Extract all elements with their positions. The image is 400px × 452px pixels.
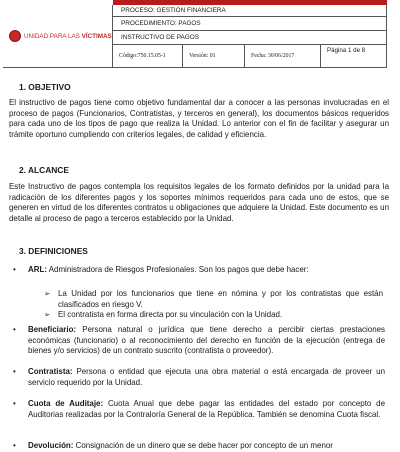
bullet-icon: •: [13, 399, 16, 408]
section-title-definiciones: 3. DEFINICIONES: [19, 246, 88, 256]
bullet-icon: •: [13, 367, 16, 376]
objetivo-paragraph: El instructivo de pagos tiene como objetivo fundamental dar a conocer a las personas involucradas en el proceso de pagos (Funcionarios, Contratistas, y terceros en general), los documentos básicos requeridos para cada uno de los tipos de pago que realiza la Unidad. Lo anterior con el fin de facilitar y asegurar un trámite oportuno cumpliendo con criterios legales, de calidad y eficiencia.: [9, 98, 389, 139]
bullet-icon: •: [13, 265, 16, 274]
header-pagina: Página 1 de 8: [327, 47, 366, 54]
header-meta-row: [113, 45, 387, 68]
definition-contratista: • Contratista: Persona o entidad que ejecuta una obra material o está encargada de proveer un servicio requerido por la Unidad.: [13, 367, 385, 387]
header-codigo: Código:750.15.05-1: [113, 45, 183, 67]
section-title-objetivo: 1. OBJETIVO: [19, 82, 71, 92]
definition-arl: • ARL: Administradora de Riesgos Profesionales. Son los pagos que debe hacer:: [13, 265, 309, 274]
header-version: Versión: 01: [183, 45, 245, 67]
definition-beneficiario: • Beneficiario: Persona natural o jurídica que tiene derecho a percibir ciertas prestaciones económicas (funcionario) o al reconocimiento del derecho en función de la ejecución (entrega de bienes y/o servicios) de un contrato suscrito (contratista o proveedor).: [13, 325, 385, 356]
bullet-icon: •: [13, 441, 16, 450]
definition-arl-sub-1: ➢ La Unidad por los funcionarios que tiene en nómina y por los contratistas que están clasificados en riesgo V.: [44, 289, 383, 309]
section-title-alcance: 2. ALCANCE: [19, 165, 69, 175]
document-header: [3, 0, 387, 68]
logo: [3, 5, 113, 68]
definition-cuota-auditaje: • Cuota de Auditaje: Cuota Anual que debe pagar las entidades del estado por concepto de Auditorias realizadas por la Contraloría General de la República. También se denomina Cuota fiscal.: [13, 399, 385, 419]
alcance-paragraph: Este Instructivo de pagos contempla los requisitos legales de los formato definidos por la unidad para la radicación de los diferentes pagos y los soportes mínimos requeridos para cada uno de estos, que se generen en virtud de los diferentes contratos u obligaciones que adquiere la Unidad. Este documento es un detalle al proceso de pago a terceros establecido por la Unidad.: [9, 182, 389, 223]
header-proceso: PROCESO: GESTIÓN FINANCIERA: [113, 5, 387, 17]
coat-of-arms-icon: [9, 30, 21, 42]
header-instructivo: INSTRUCTIVO DE PAGOS: [113, 31, 387, 45]
definition-arl-sub-2: ➢ El contratista en forma directa por su vinculación con la Unidad.: [44, 310, 283, 319]
arrow-bullet-icon: ➢: [44, 310, 51, 319]
arrow-bullet-icon: ➢: [44, 289, 51, 298]
header-procedimiento: PROCEDIMIENTO: PAGOS: [113, 17, 387, 31]
logo-text: UNIDAD PARA LAS VÍCTIMAS: [24, 32, 112, 40]
bullet-icon: •: [13, 325, 16, 334]
definition-devolucion: • Devolución: Consignación de un dinero que se debe hacer por concepto de un menor: [13, 441, 333, 450]
header-fecha: Fecha: 30/06/2017: [245, 45, 321, 67]
